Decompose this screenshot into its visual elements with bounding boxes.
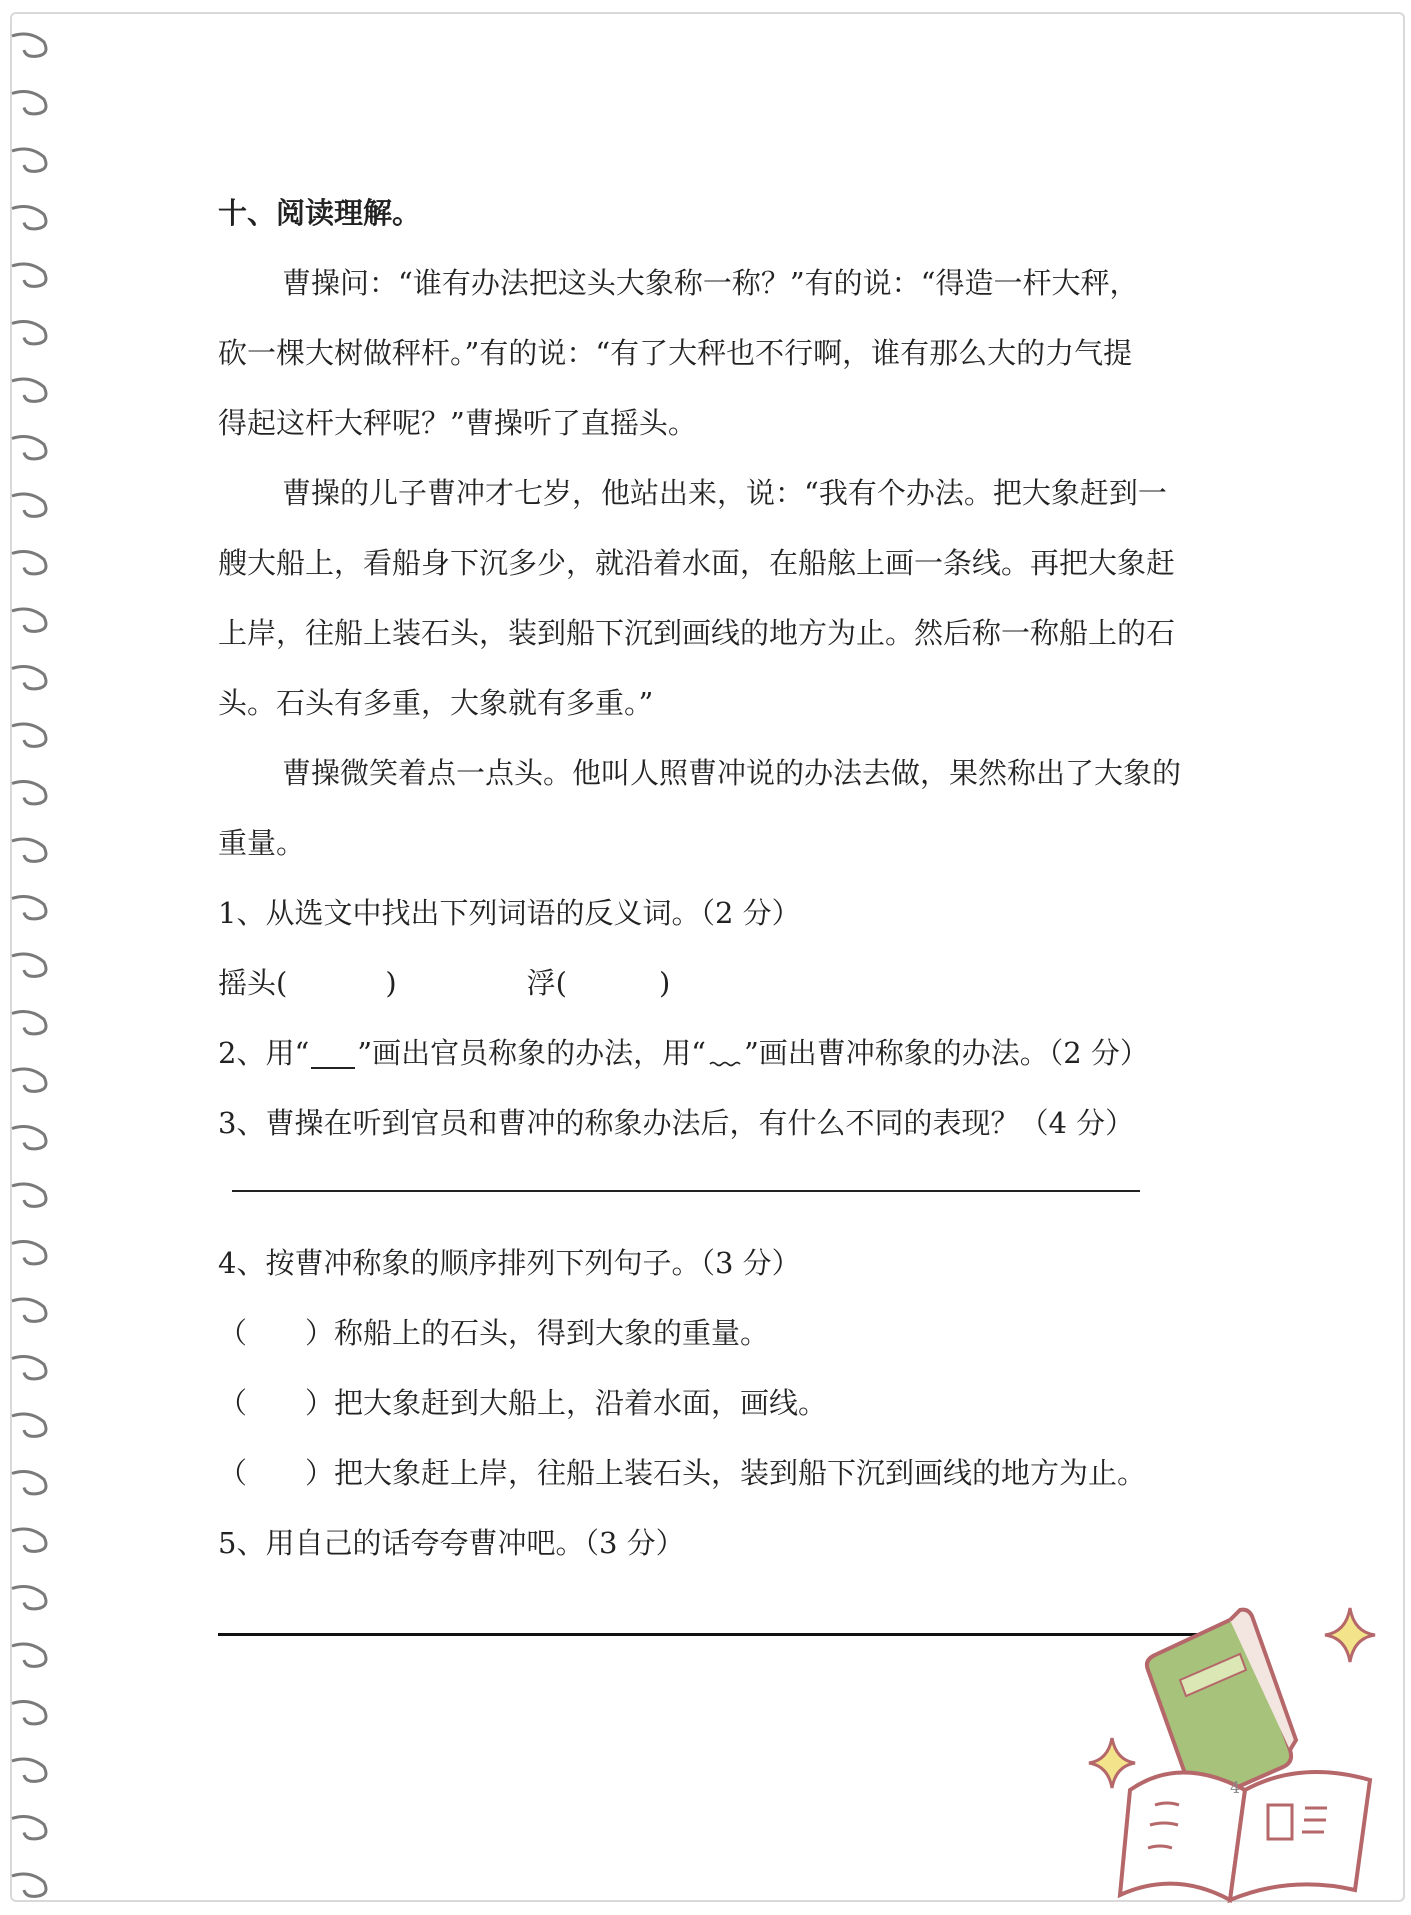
spiral-ring <box>12 897 46 919</box>
antonym-close-2: ) <box>658 966 671 1000</box>
spiral-ring <box>12 1874 46 1896</box>
spiral-binding <box>0 0 80 1915</box>
sparkle-icon <box>1089 1738 1135 1788</box>
question-5: 5、用自己的话夸夸曹冲吧。（3 分） <box>218 1526 685 1560</box>
antonym-close-1: ) <box>385 966 397 1000</box>
sparkle-icon <box>1325 1608 1375 1662</box>
spiral-ring <box>12 379 46 401</box>
spiral-ring <box>12 207 46 229</box>
books-illustration <box>1080 1470 1410 1910</box>
page-number: 4 <box>1230 1778 1241 1797</box>
antonym-shake-head-label: 摇头( <box>218 966 288 1000</box>
order-text-2: 把大象赶到大船上，沿着水面，画线。 <box>334 1386 828 1420</box>
spiral-ring <box>12 1357 46 1379</box>
document-body <box>218 178 1248 1578</box>
passage-line-6: 上岸，往船上装石头，装到船下沉到画线的地方为止。然后称一称船上的石 <box>218 616 1176 650</box>
straight-underline-icon <box>311 1041 355 1069</box>
spiral-ring <box>12 1069 46 1091</box>
question-2 <box>218 1018 1248 1088</box>
question-3: 3、曹操在听到官员和曹冲的称象办法后，有什么不同的表现？（4 分） <box>218 1106 1135 1140</box>
question-1: 1、从选文中找出下列词语的反义词。（2 分） <box>218 896 801 930</box>
spiral-ring <box>12 839 46 861</box>
spiral-ring <box>12 437 46 459</box>
question-2-part1: 2、用“ <box>218 1036 310 1070</box>
spiral-ring <box>12 609 46 631</box>
spiral-ring <box>12 1127 46 1149</box>
passage-line-1: 曹操问：“谁有办法把这头大象称一称？”有的说：“得造一杆大秤， <box>282 266 1139 300</box>
order-item-1 <box>218 1298 1248 1368</box>
passage-line-9: 重量。 <box>218 826 306 860</box>
spiral-ring <box>12 149 46 171</box>
order-bracket-2[interactable]: （ ） <box>218 1386 335 1420</box>
spiral-ring <box>12 1529 46 1551</box>
order-text-3: 把大象赶上岸，往船上装石头，装到船下沉到画线的地方为止。 <box>334 1456 1147 1490</box>
spiral-ring <box>12 1414 46 1436</box>
spiral-ring <box>12 1472 46 1494</box>
spiral-ring <box>12 1012 46 1034</box>
answer-line-question-3[interactable] <box>232 1190 1140 1192</box>
spiral-ring <box>12 552 46 574</box>
spiral-ring <box>12 782 46 804</box>
section-title: 十、阅读理解。 <box>218 196 422 230</box>
order-item-2 <box>218 1368 1248 1438</box>
spiral-ring <box>12 724 46 746</box>
spiral-ring <box>12 1817 46 1839</box>
passage-line-2: 砍一棵大树做秤杆。”有的说：“有了大秤也不行啊，谁有那么大的力气提 <box>218 336 1133 370</box>
question-1-answers <box>218 948 1248 1018</box>
spiral-ring <box>12 322 46 344</box>
question-3-answer-space[interactable] <box>218 1158 1248 1228</box>
order-text-1: 称船上的石头，得到大象的重量。 <box>334 1316 770 1350</box>
spiral-ring <box>12 494 46 516</box>
question-2-part2: ”画出官员称象的办法，用“ <box>357 1036 706 1070</box>
spiral-ring <box>12 264 46 286</box>
spiral-ring <box>12 954 46 976</box>
spiral-ring <box>12 1587 46 1609</box>
passage-line-8: 曹操微笑着点一点头。他叫人照曹冲说的办法去做，果然称出了大象的 <box>282 756 1182 790</box>
open-book-icon <box>1120 1772 1370 1900</box>
spiral-ring <box>12 1184 46 1206</box>
spiral-ring <box>12 1759 46 1781</box>
spiral-ring <box>12 1299 46 1321</box>
spiral-ring <box>12 1702 46 1724</box>
spiral-ring <box>12 34 46 56</box>
order-bracket-1[interactable]: （ ） <box>218 1316 335 1350</box>
passage-line-7: 头。石头有多重，大象就有多重。” <box>218 686 654 720</box>
question-2-part3: ”画出曹冲称象的办法。（2 分） <box>743 1036 1149 1070</box>
passage-line-3: 得起这杆大秤呢？”曹操听了直摇头。 <box>218 406 697 440</box>
spiral-ring <box>12 92 46 114</box>
spiral-ring <box>12 1242 46 1264</box>
spiral-ring <box>12 667 46 689</box>
antonym-float-label: 浮( <box>526 966 567 1000</box>
passage-line-5: 艘大船上，看船身下沉多少，就沿着水面，在船舷上画一条线。再把大象赶 <box>218 546 1176 580</box>
order-bracket-3[interactable]: （ ） <box>218 1456 335 1490</box>
spiral-ring <box>12 1644 46 1666</box>
wavy-underline-icon <box>708 1042 742 1068</box>
passage-line-4: 曹操的儿子曹冲才七岁，他站出来，说：“我有个办法。把大象赶到一 <box>282 476 1167 510</box>
question-4: 4、按曹冲称象的顺序排列下列句子。（3 分） <box>218 1246 801 1280</box>
